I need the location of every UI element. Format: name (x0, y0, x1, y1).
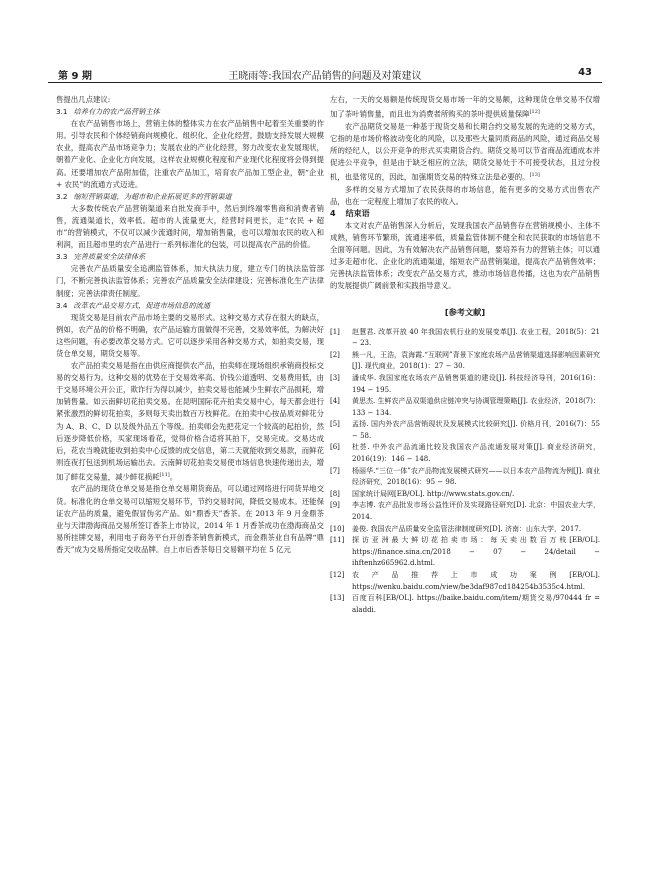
subsection-heading (56, 300, 324, 312)
reference-item (330, 396, 600, 419)
paragraph-text: 大多数传统农产品营销渠道来自批发商手中，然后到终端零售商和消费者销售，流通渠道长，效率低。超市的人流量更大，经营时间更长，走“农民 + 超市”的营销模式，不仅可以减少流通时间，增加销售量，也可以增加农民的收入和利润，而且超市里的农产品进行一系列标准化的包装，可以提高农产品的价值。 (56, 203, 324, 250)
reference-number: [5] (330, 420, 340, 429)
reference-text: 熊一凡，王浩，袁海霞.“互联网”背景下家庭农场产品营销渠道选择影响因素研究[J]. 现代商业，2018(1)：27 − 30. (352, 350, 600, 371)
reference-number: [1] (330, 327, 340, 336)
reference-number: [11] (330, 536, 345, 545)
subsection-number: 3.2 (56, 191, 68, 201)
reference-number: [12] (330, 571, 345, 579)
reference-number: [8] (330, 489, 340, 498)
paragraph-text: 在农产品销售市场上，营销主体的整体实力在农产品销售中起着至关重要的作用。引导农民和个体经销商向规模化、组织化、企业化经营。鼓励支持发展大规模农业，提高农产品市场竞争力；发展农业的产业化经营，努力改变农业发展现状，朝着产业化、企业化方向发展，这样农业规模化程度和产业现代化程度将会得到提高。还要增加农产品附加值，注重农产品加工，培育农产品加工型企业，朝“企业 + 农民”的流通方式迈进。 (56, 119, 324, 189)
subsection-heading (56, 251, 324, 263)
reference-number: [3] (330, 373, 340, 382)
reference-text: 黄思杰. 生鲜农产品双渠道供应链冲突与协调管理策略[J]. 农业经济，2018(7)：133 − 134. (352, 397, 600, 417)
subsection-title: 改革农产品交易方式，促进市场信息的流通 (73, 300, 211, 310)
paragraph-text: 完善农产品质量安全追溯监管体系，加大执法力度，建立专门的执法监管部门，不断完善执法监管体系；完善农产品质量安全法律建设；完善标准化生产法律制度；完善法律责任制度。 (56, 264, 324, 298)
issue-number: 第 9 期 (58, 71, 92, 82)
subsection-title: 完善质量安全法律体系 (73, 252, 146, 262)
reference-item (330, 442, 600, 465)
paragraph-text: 本文对农产品销售深入分析后，发现我国农产品销售存在营销规模小、主体不成熟，销售环节繁琐，流通速率低，质量监管体制不健全和农民获取的市场信息不全面等问题。因此，为有效解决农产品销售问题，要培养有力的营销主体；可以通过多走超市化、企业化的流通渠道，缩短农产品营销渠道，提高农产品销售效率；完善执法监管体系；改变农产品交易方式，推动市场信息传播，这也为农产品销售的发展提供广阔前景和实践指导意义。 (330, 220, 600, 291)
paragraph (56, 263, 324, 299)
citation-marker: [11] (159, 471, 170, 478)
paragraph (330, 94, 600, 121)
paragraph-text: 农产品的现货仓单交易是指仓单交易期货商品，可以通过网络进行同货异地交货。标准化的仓单交易可以缩短交易环节，节约交易时间，降低交易成本。还能保证农产品的质量，避免假冒伪劣产品。如“鼎香天”香茶。在 2013 年 9 月金鼎茶业与天津渤海商品交易所签订香茶上市协议，2014 年 1 月香茶成功在渤海商品交易所挂牌交易，利用电子商务平台开创香茶销售新模式，而金鼎茶业自有品牌“鼎香天”成为交易所指定交收品牌。自上市后香茶每日交易额平均在 5 亿元 (56, 484, 324, 554)
reference-text: 国家统计局网[EB/OL]. http://www.stats.gov.cn/. (352, 489, 515, 498)
subsection-title: 培养有力的农产品营销主体 (73, 107, 160, 117)
reference-text: 孟扬. 国内外农产品营销现状及发展模式比较研究[J]. 价格月刊，2016(7)：55 − 58. (352, 420, 600, 440)
subsection-number: 3.3 (56, 252, 68, 262)
references-title: [参考文献] (444, 307, 486, 318)
paragraph-text: 售提出几点建议: (56, 95, 111, 104)
reference-text: 杜荟. 中外农产品流通比较及我国农产品流通发展对策[J]. 商业经济研究，2016(19)：146 − 148. (352, 443, 600, 464)
paragraph-text: 左右，一天的交易额是传统现货交易市场一年的交易额，这种现货仓单交易不仅增加了茶叶销售量，而且也为消费者所购买的茶叶提供质量保障 (330, 95, 600, 119)
reference-number: [4] (330, 397, 340, 406)
reference-item (330, 419, 600, 442)
subsection-heading (56, 191, 324, 203)
reference-number: [6] (330, 443, 340, 452)
reference-item (330, 524, 600, 536)
reference-text: 探访亚洲最大鲜切花拍卖市场：每天卖出数百万枝[EB/OL]. https://finance.sina.cn/2018 − 07 − 24/detail − ihftenhz665962.d.html. (352, 536, 600, 568)
subsection-title: 缩短营销渠道，为超市和企业拓展更多的营销渠道 (73, 191, 232, 201)
citation-marker: [13] (529, 172, 540, 179)
citation-marker: [12] (529, 109, 540, 116)
reference-number: [7] (330, 466, 340, 475)
right-body (330, 94, 600, 292)
page-number: 43 (578, 67, 592, 78)
reference-item (330, 593, 600, 616)
reference-text: 赵慧君. 改革开放 40 年我国农机行业的发展变革[J]. 农业工程，2018(5)：21 − 23. (352, 327, 600, 348)
reference-item (330, 373, 600, 396)
paragraph (330, 220, 600, 293)
reference-text: 潘成华. 我国家庭农场农产品销售渠道的建设[J]. 科技经济导刊，2016(16)：194 − 195. (352, 373, 600, 394)
reference-number: [10] (330, 524, 345, 533)
reference-item (330, 327, 600, 350)
reference-item (330, 535, 600, 570)
paragraph (56, 94, 324, 106)
paragraph (330, 184, 600, 208)
section-number: 4 (330, 208, 336, 218)
reference-text: 李志博. 农产品批发市场公益性评价及实现路径研究[D]. 北京：中国农业大学，2014. (352, 501, 600, 522)
paragraph-text: 农产品拍卖交易是指在由供应商提供农产品，拍卖师在现场组织承销商投标交易的交易行为。这种交易的优势在于交易效率高、价钱公道透明、交易费用低，由于交易环境公开公正，欺诈行为得以减少，拍卖交易也能减少生鲜农产品损耗，增加销售量。如云南鲜切花拍卖交易。在昆明国际花卉拍卖交易中心，每天都会进行紧张激烈的鲜切花拍卖，多则每天卖出数百万枝鲜花。在拍卖中心按品质对鲜花分为 A、B、C、D 以及级外品五个等级。拍卖师会先把花定一个较高的起拍价，然后逐步降低价格，买家现场看花，觉得价格合适将其拍下，交易完成。交易达成后，花农当晚就能收到拍卖中心反馈的成交信息，第二天就能收到交易款，而鲜花则连夜打包送到机场运输出去。云南鲜切花拍卖交易使市场信息快速传递出去，增加了鲜花交易量，减少鲜花损耗 (56, 361, 324, 482)
reference-text: 农产品推荐上市成功案例[EB/OL]. https://wenku.baidu.com/view/be3daf987cd184254b3535c4.html. (352, 571, 600, 591)
reference-text: 杨丽华.“三位一体”农产品物流发展模式研究——以日本农产品物流为例[J]. 商业经济研究，2018(16)：95 − 98. (352, 466, 600, 487)
paragraph-text: 多样的交易方式增加了农民获得的市场信息，能有更多的交易方式出售农产品，也在一定程度上增加了农民的收入。 (330, 184, 600, 206)
subsection-number: 3.4 (56, 300, 68, 310)
left-column (56, 94, 324, 556)
subsection-number: 3.1 (56, 107, 68, 117)
reference-text: 姜俊. 我国农产品质量安全监管法律制度研究[D]. 济南：山东大学，2017. (352, 524, 582, 533)
paragraph (56, 203, 324, 251)
section-title: 结束语 (345, 208, 370, 218)
subsection-heading (56, 106, 324, 118)
right-column (330, 94, 600, 616)
paragraph-text: 现货交易是目前农产品市场主要的交易形式。这种交易方式存在很大的缺点，例如，农产品的价格不明确，农产品运输方面做得不完善，交易效率低，为解决好这些问题，有必要改革交易方式。它可以逐步采用各种交易方式，如拍卖交易，现货仓单交易，期货交易等。 (56, 312, 324, 358)
running-title: 王晓雨等:我国农产品销售的问题及对策建议 (228, 71, 422, 82)
reference-item (330, 350, 600, 373)
paragraph: 农产品拍卖交易是指在由供应商提供农产品，拍卖师在现场组织承销商投标交易的交易行为。这种交易的优势在于交易效率高、价钱公道透明、交易费用低，由于交易环境公开公正，欺诈行为得以减少，拍卖交易也能减少生鲜农产品损耗，增加销售量。如云南鲜切花拍卖交易。在昆明国际花卉拍卖交易中心，每天都会进行紧张激烈的鲜切花拍卖，多则每天卖出数百万枝鲜花。在拍卖中心按品质对鲜花分为 A、B、C、D 以及级外品五个等级。拍卖师会先把花定一个较高的起拍价，然后逐步降低价格，买家现场看花，觉得价格合适将其拍下，交易完成。交易达成后，花农当晚就能收到拍卖中心反馈的成交信息，第二天就能收到交易款，而鲜花则连夜打包送到机场运输出去。云南鲜切花拍卖交易使市场信息快速传递出去，增加了鲜花交易量，减少鲜花损耗[11]。 (56, 361, 324, 482)
paragraph (56, 118, 324, 191)
paragraph (56, 483, 324, 556)
reference-number: [13] (330, 594, 345, 603)
section-heading (330, 208, 600, 220)
reference-item (330, 500, 600, 523)
reference-item (330, 570, 600, 593)
reference-list (330, 327, 600, 617)
reference-item (330, 489, 600, 501)
paragraph (56, 312, 324, 360)
paragraph (330, 121, 600, 184)
running-header (48, 64, 602, 83)
reference-number: [9] (330, 501, 340, 510)
paragraph-text: 农产品期货交易是一种基于现货交易和长期合约交易发展的先进的交易方式，它指的是市场价格波动变化的风险，以及那些大量同质商品的风险，通过商品交易所的经纪人，以公开竞争的形式买卖期货合约。期货交易可以节省商品流通成本并促进公平竞争，但是由于缺乏相应的立法，期货交易处于不可接受状态，且过分投机，也是常见的，因此，加强期货交易的特殊立法是必要的。 (330, 121, 600, 182)
reference-text: 百度百科[EB/OL]. https://baike.baidu.com/item/期货交易/970444 fr = aladdi. (352, 594, 600, 614)
reference-number: [2] (330, 350, 340, 359)
reference-item (330, 466, 600, 489)
